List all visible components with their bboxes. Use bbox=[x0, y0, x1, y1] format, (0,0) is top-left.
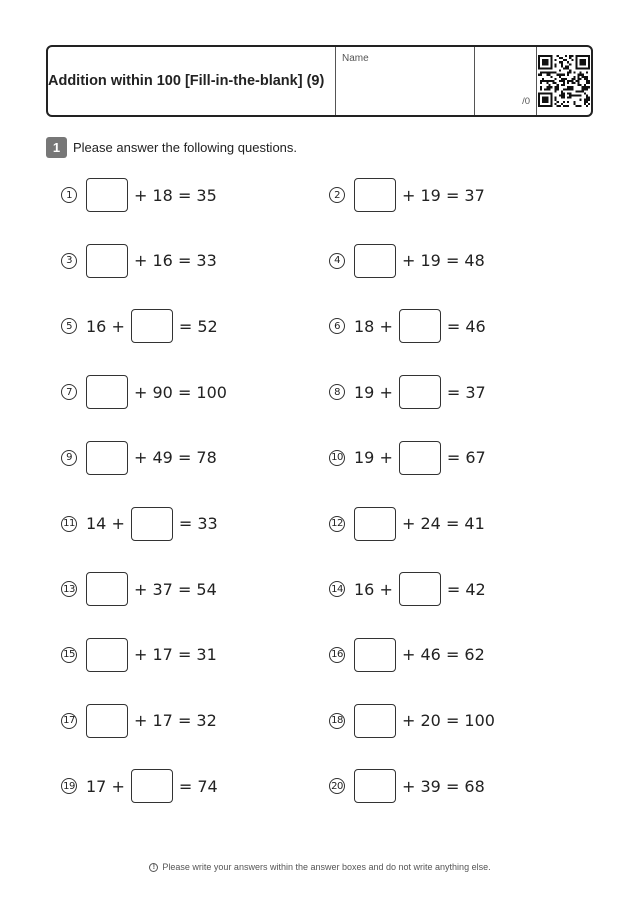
problem-11 bbox=[61, 506, 218, 542]
problem-equation-rest: = 74 bbox=[178, 776, 218, 796]
problem-equation-rest: = 67 bbox=[446, 448, 486, 468]
problem-equation-rest: + 19 = 48 bbox=[402, 251, 485, 271]
score-text: /0 bbox=[522, 96, 530, 107]
answer-box[interactable] bbox=[354, 244, 396, 278]
problem-number: 18 bbox=[329, 713, 345, 729]
answer-box[interactable] bbox=[354, 178, 396, 212]
problem-number: 1 bbox=[61, 187, 77, 203]
problem-number: 5 bbox=[61, 318, 77, 334]
problem-number: 8 bbox=[329, 384, 345, 400]
problem-number: 3 bbox=[61, 253, 77, 269]
worksheet-title: Addition within 100 [Fill-in-the-blank] (9) bbox=[48, 47, 336, 115]
problem-number: 2 bbox=[329, 187, 345, 203]
problem-20 bbox=[329, 768, 485, 804]
problem-equation-rest: + 19 = 37 bbox=[402, 185, 485, 205]
problem-3 bbox=[61, 243, 217, 279]
problem-number: 14 bbox=[329, 581, 345, 597]
problem-equation-rest: + 17 = 32 bbox=[134, 711, 217, 731]
problem-operand-before: 14 + bbox=[86, 514, 125, 533]
problem-equation-rest: + 49 = 78 bbox=[134, 448, 217, 468]
answer-box[interactable] bbox=[354, 638, 396, 672]
problem-equation-rest: + 90 = 100 bbox=[134, 382, 227, 402]
problem-equation-rest: + 20 = 100 bbox=[402, 711, 495, 731]
answer-box[interactable] bbox=[86, 441, 128, 475]
section-number: 1 bbox=[46, 137, 67, 158]
answer-box[interactable] bbox=[399, 309, 441, 343]
footer-text: Please write your answers within the answer boxes and do not write anything else. bbox=[162, 862, 491, 872]
footer-note bbox=[0, 862, 640, 872]
problem-16 bbox=[329, 637, 485, 673]
problem-equation-rest: + 16 = 33 bbox=[134, 251, 217, 271]
problem-1 bbox=[61, 177, 217, 213]
problem-operand-before: 17 + bbox=[86, 776, 125, 796]
answer-box[interactable] bbox=[86, 244, 128, 278]
answer-box[interactable] bbox=[399, 572, 441, 606]
problem-equation-rest: = 33 bbox=[178, 514, 218, 533]
problem-number: 12 bbox=[329, 516, 345, 532]
problem-number: 6 bbox=[329, 318, 345, 334]
problem-equation-rest: = 42 bbox=[446, 579, 486, 599]
answer-box[interactable] bbox=[86, 704, 128, 738]
problem-equation-rest: + 37 = 54 bbox=[134, 579, 217, 599]
problem-19 bbox=[61, 768, 218, 804]
problem-equation-rest: + 24 = 41 bbox=[402, 514, 485, 533]
answer-box[interactable] bbox=[86, 638, 128, 672]
problem-equation-rest: = 46 bbox=[446, 316, 486, 336]
problem-operand-before: 19 + bbox=[354, 382, 393, 402]
problem-operand-before: 16 + bbox=[354, 579, 393, 599]
problem-13 bbox=[61, 571, 217, 607]
section-instruction: Please answer the following questions. bbox=[73, 139, 298, 155]
problem-number: 9 bbox=[61, 450, 77, 466]
answer-box[interactable] bbox=[354, 704, 396, 738]
problem-equation-rest: + 39 = 68 bbox=[402, 776, 485, 796]
info-icon: ! bbox=[149, 863, 158, 872]
problem-number: 19 bbox=[61, 778, 77, 794]
problem-number: 15 bbox=[61, 647, 77, 663]
problem-6 bbox=[329, 308, 486, 344]
problem-7 bbox=[61, 374, 227, 410]
problem-operand-before: 18 + bbox=[354, 316, 393, 336]
problem-5 bbox=[61, 308, 218, 344]
answer-box[interactable] bbox=[131, 769, 173, 803]
answer-box[interactable] bbox=[86, 178, 128, 212]
answer-box[interactable] bbox=[354, 507, 396, 541]
problem-operand-before: 16 + bbox=[86, 316, 125, 336]
problem-9 bbox=[61, 440, 217, 476]
problem-4 bbox=[329, 243, 485, 279]
problem-14 bbox=[329, 571, 486, 607]
answer-box[interactable] bbox=[86, 572, 128, 606]
problem-number: 7 bbox=[61, 384, 77, 400]
problem-2 bbox=[329, 177, 485, 213]
answer-box[interactable] bbox=[399, 441, 441, 475]
answer-box[interactable] bbox=[399, 375, 441, 409]
problem-12 bbox=[329, 506, 485, 542]
problem-number: 11 bbox=[61, 516, 77, 532]
problem-number: 4 bbox=[329, 253, 345, 269]
problem-equation-rest: + 18 = 35 bbox=[134, 185, 217, 205]
problem-17 bbox=[61, 703, 217, 739]
problem-8 bbox=[329, 374, 486, 410]
answer-box[interactable] bbox=[86, 375, 128, 409]
problem-equation-rest: = 37 bbox=[446, 382, 486, 402]
problem-number: 10 bbox=[329, 450, 345, 466]
problem-number: 17 bbox=[61, 713, 77, 729]
problem-number: 20 bbox=[329, 778, 345, 794]
problem-18 bbox=[329, 703, 495, 739]
problem-number: 16 bbox=[329, 647, 345, 663]
problem-number: 13 bbox=[61, 581, 77, 597]
problem-15 bbox=[61, 637, 217, 673]
problem-equation-rest: + 46 = 62 bbox=[402, 645, 485, 665]
answer-box[interactable] bbox=[131, 507, 173, 541]
answer-box[interactable] bbox=[354, 769, 396, 803]
problem-equation-rest: = 52 bbox=[178, 316, 218, 336]
problem-10 bbox=[329, 440, 486, 476]
name-label: Name bbox=[342, 53, 369, 64]
problem-operand-before: 19 + bbox=[354, 448, 393, 468]
problem-equation-rest: + 17 = 31 bbox=[134, 645, 217, 665]
answer-box[interactable] bbox=[131, 309, 173, 343]
